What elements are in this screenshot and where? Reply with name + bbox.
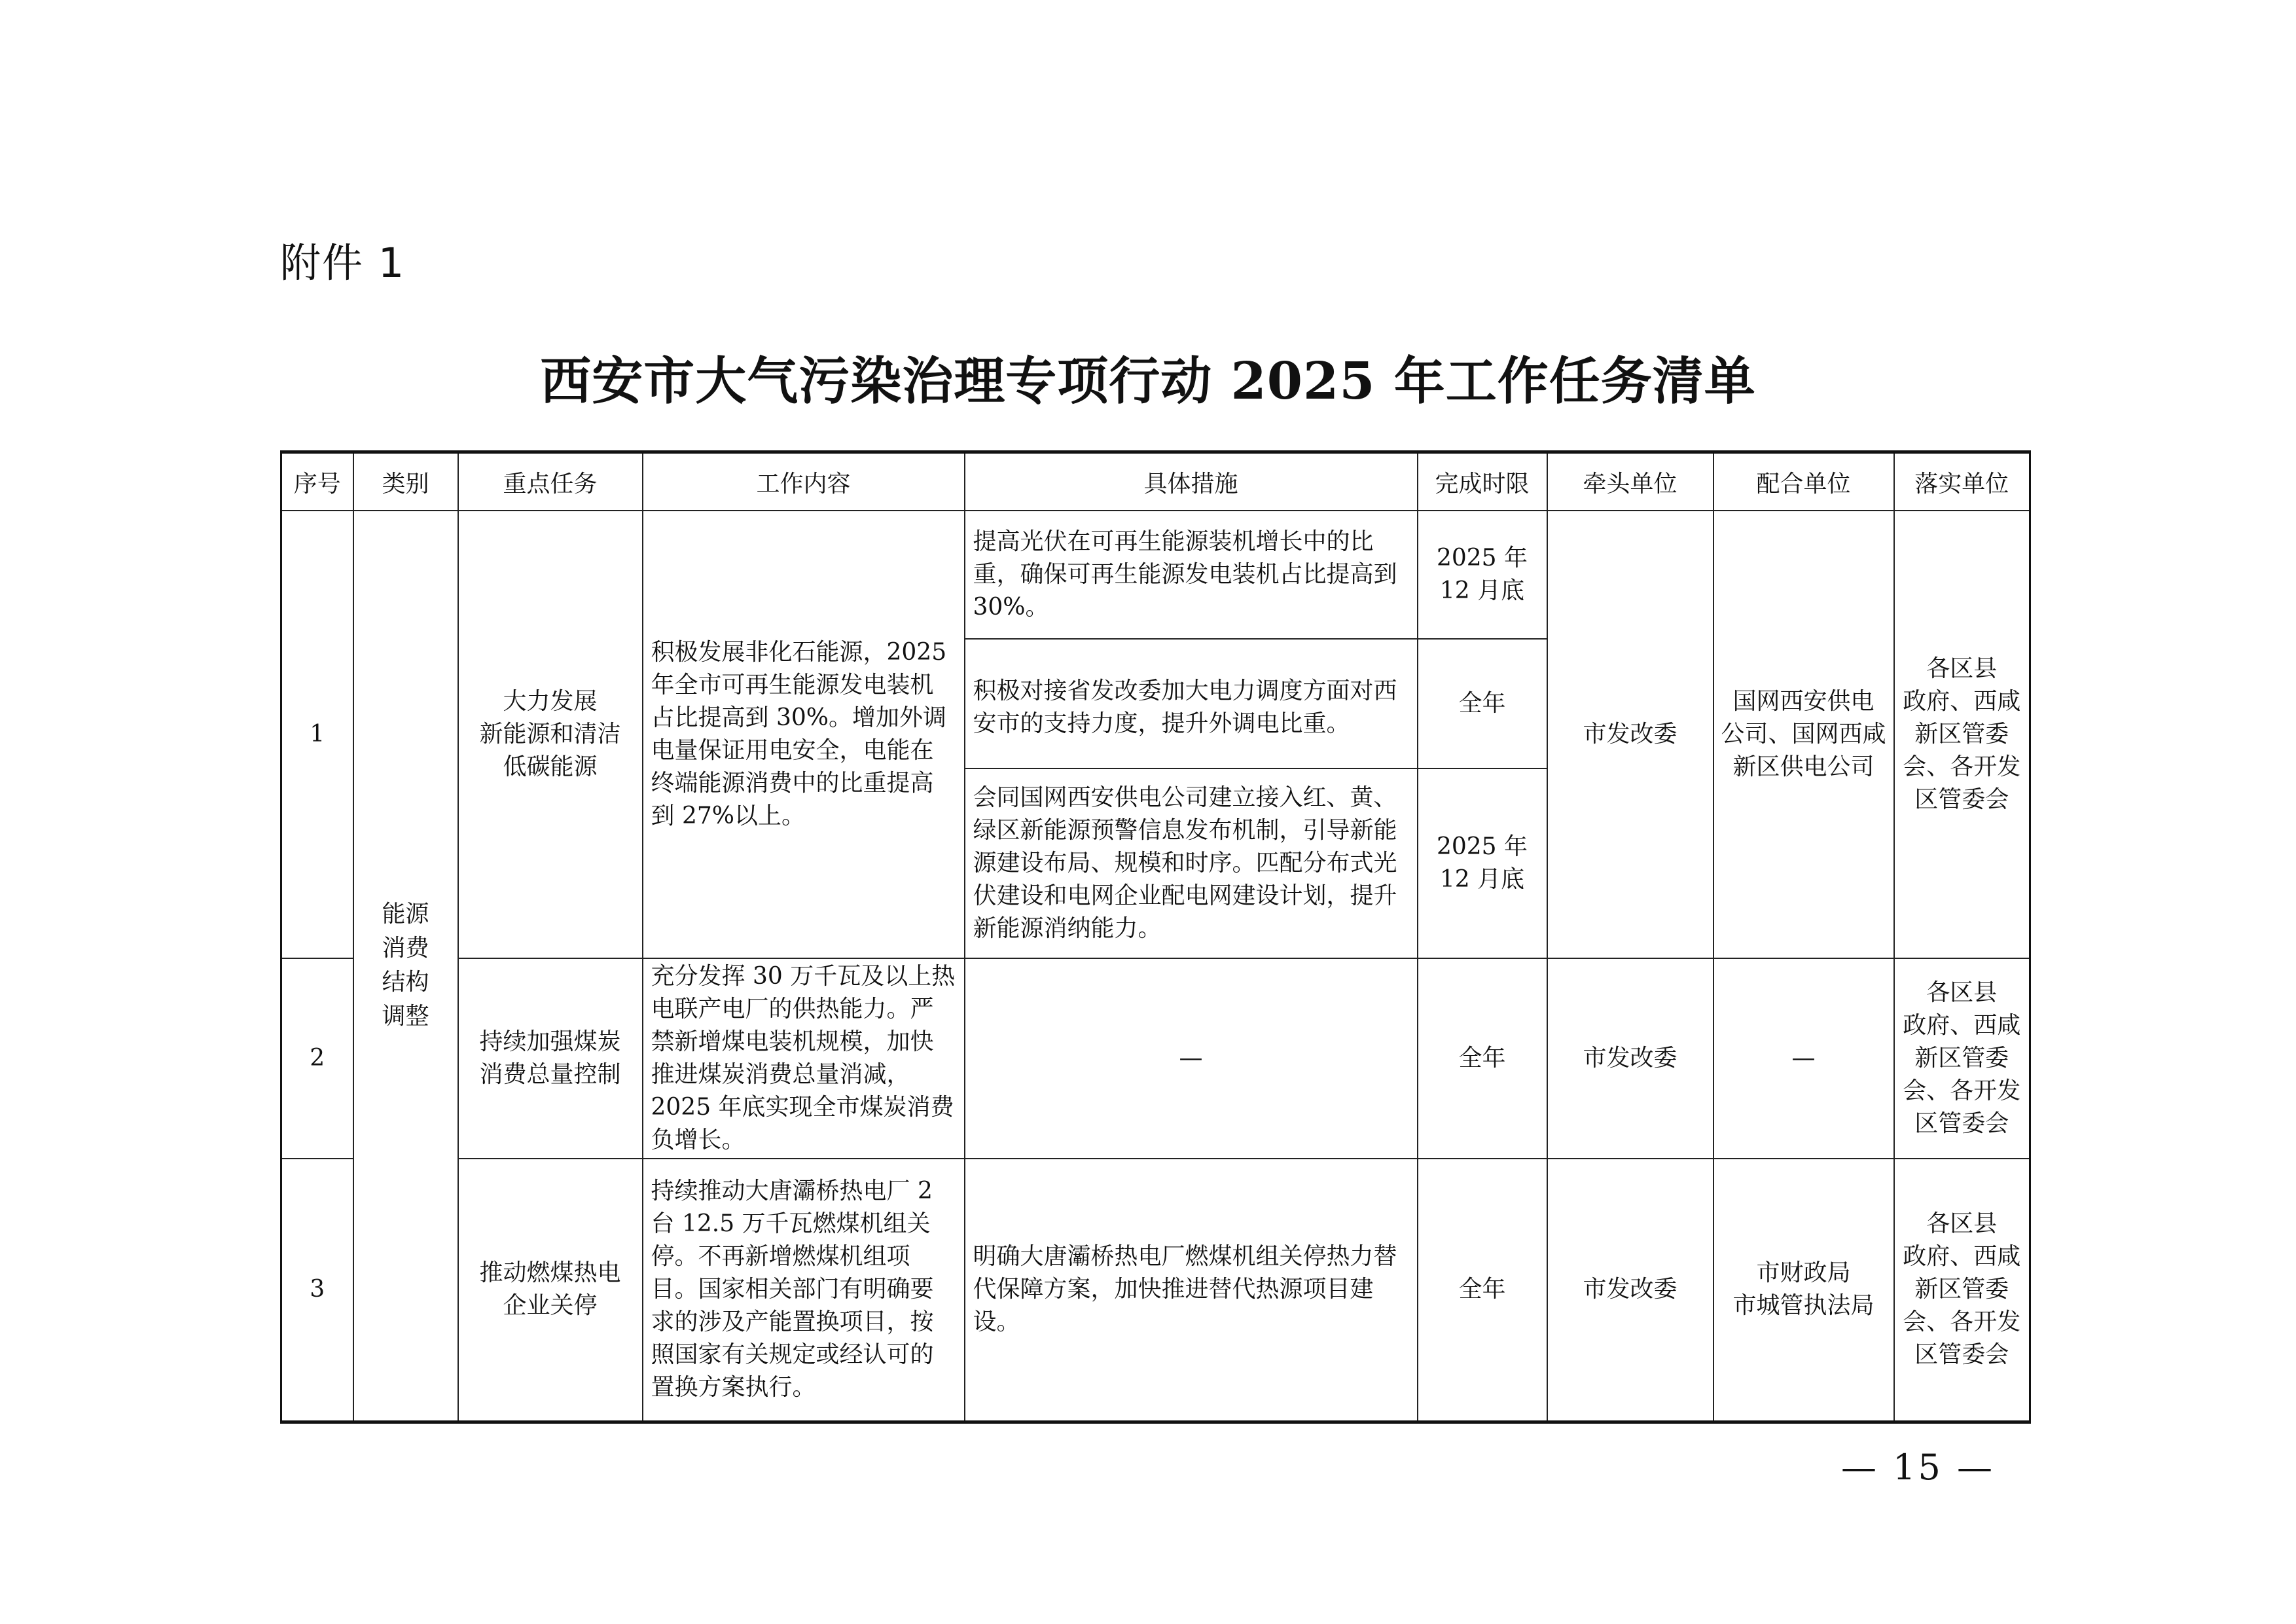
impl-line: 政府、西咸 [1903,1243,2021,1271]
impl-line: 各区县 [1926,1210,1998,1238]
header-category: 类别 [353,452,458,511]
row2-impl [1894,958,2030,1159]
row2-measure: — [965,958,1418,1159]
impl-line: 各区县 [1926,655,1998,682]
row1-task-line: 新能源和清洁 [479,721,621,748]
header-key-task: 重点任务 [458,452,643,511]
category-text: 能源消费结构调整 [382,901,429,1030]
category-cell [353,511,458,1422]
row3-task [458,1159,643,1422]
row1-task [458,511,643,958]
row1-impl [1894,511,2030,958]
header-measures: 具体措施 [965,452,1418,511]
row2-seq: 2 [281,958,353,1159]
coop-line: 新区供电公司 [1732,753,1874,780]
task-table [280,450,2031,1424]
row1-coop [1713,511,1894,958]
row1-seq: 1 [281,511,353,958]
page-number: — 15 — [1840,1447,1995,1488]
document-title: 西安市大气污染治理专项行动 2025 年工作任务清单 [540,352,1756,411]
impl-line: 各区县 [1926,979,1998,1006]
table-row [281,1159,2030,1422]
row3-measure: 明确大唐灞桥热电厂燃煤机组关停热力替代保障方案，加快推进替代热源项目建设。 [965,1159,1418,1422]
row3-impl [1894,1159,2030,1422]
row1-content [643,511,965,958]
row2-task [458,958,643,1159]
row1-measure-2: 积极对接省发改委加大电力调度方面对西安市的支持力度，提升外调电比重。 [965,639,1418,768]
table-row [281,511,2030,639]
header-row [281,452,2030,511]
row3-deadline: 全年 [1418,1159,1547,1422]
row1-task-line: 低碳能源 [503,753,598,780]
row3-seq: 3 [281,1159,353,1422]
impl-line: 政府、西咸 [1903,688,2021,715]
row2-coop: — [1713,958,1894,1159]
coop-line: 国网西安供电 [1732,688,1874,715]
row1-measure-3: 会同国网西安供电公司建立接入红、黄、绿区新能源预警信息发布机制，引导新能源建设布局、规模和时序。匹配分布式光伏建设和电网企业配电网建设计划，提升新能源消纳能力。 [965,768,1418,958]
deadline-line: 2025 年 [1436,545,1528,571]
row1-content-text: 积极发展非化石能源，2025年全市可再生能源发电装机占比提高到 30%。增加外调电量保证用电安全，电能在终端能源消费中的比重提高到 27%以上。 [651,639,947,829]
impl-line: 新区管委 [1914,721,2009,748]
header-coop-unit: 配合单位 [1713,452,1894,511]
header-seq: 序号 [281,452,353,511]
header-lead-unit: 牵头单位 [1547,452,1713,511]
row1-deadline-1 [1418,511,1547,639]
impl-line: 新区管委 [1914,1045,2009,1072]
impl-line: 区管委会 [1914,1341,2009,1369]
header-impl-unit: 落实单位 [1894,452,2030,511]
row1-measure-1: 提高光伏在可再生能源装机增长中的比重，确保可再生能源发电装机占比提高到30%。 [965,511,1418,639]
row1-deadline-3 [1418,768,1547,958]
row3-coop [1713,1159,1894,1422]
impl-line: 区管委会 [1914,786,2009,813]
row2-deadline: 全年 [1418,958,1547,1159]
row2-task-line: 持续加强煤炭 [479,1028,621,1055]
impl-line: 会、各开发 [1903,753,2021,780]
coop-line: 市城管执法局 [1732,1292,1874,1320]
row3-task-line: 企业关停 [503,1292,598,1320]
deadline-line: 2025 年 [1436,833,1528,860]
row1-deadline-2: 全年 [1418,639,1547,768]
row3-content: 持续推动大唐灞桥热电厂 2 台 12.5 万千瓦燃煤机组关停。不再新增燃煤机组项目。国家相关部门有明确要求的涉及产能置换项目，按照国家有关规定或经认可的置换方案执行。 [643,1159,965,1422]
deadline-line: 12 月底 [1439,577,1525,604]
row1-lead: 市发改委 [1547,511,1713,958]
impl-line: 会、各开发 [1903,1308,2021,1336]
coop-line: 市财政局 [1756,1259,1851,1287]
impl-line: 会、各开发 [1903,1077,2021,1104]
row1-task-line: 大力发展 [503,688,598,715]
row2-task-line: 消费总量控制 [479,1061,621,1088]
attachment-label: 附件 1 [280,239,406,287]
row2-content: 充分发挥 30 万千瓦及以上热电联产电厂的供热能力。严禁新增煤电装机规模，加快推进煤炭消费总量消减，2025 年底实现全市煤炭消费负增长。 [643,958,965,1159]
header-deadline: 完成时限 [1418,452,1547,511]
header-work-content: 工作内容 [643,452,965,511]
impl-line: 区管委会 [1914,1110,2009,1137]
row3-task-line: 推动燃煤热电 [479,1259,621,1287]
impl-line: 政府、西咸 [1903,1012,2021,1039]
row2-lead: 市发改委 [1547,958,1713,1159]
deadline-line: 12 月底 [1439,866,1525,893]
row3-lead: 市发改委 [1547,1159,1713,1422]
coop-line: 公司、国网西咸 [1721,721,1886,748]
table-row [281,958,2030,1159]
impl-line: 新区管委 [1914,1276,2009,1303]
